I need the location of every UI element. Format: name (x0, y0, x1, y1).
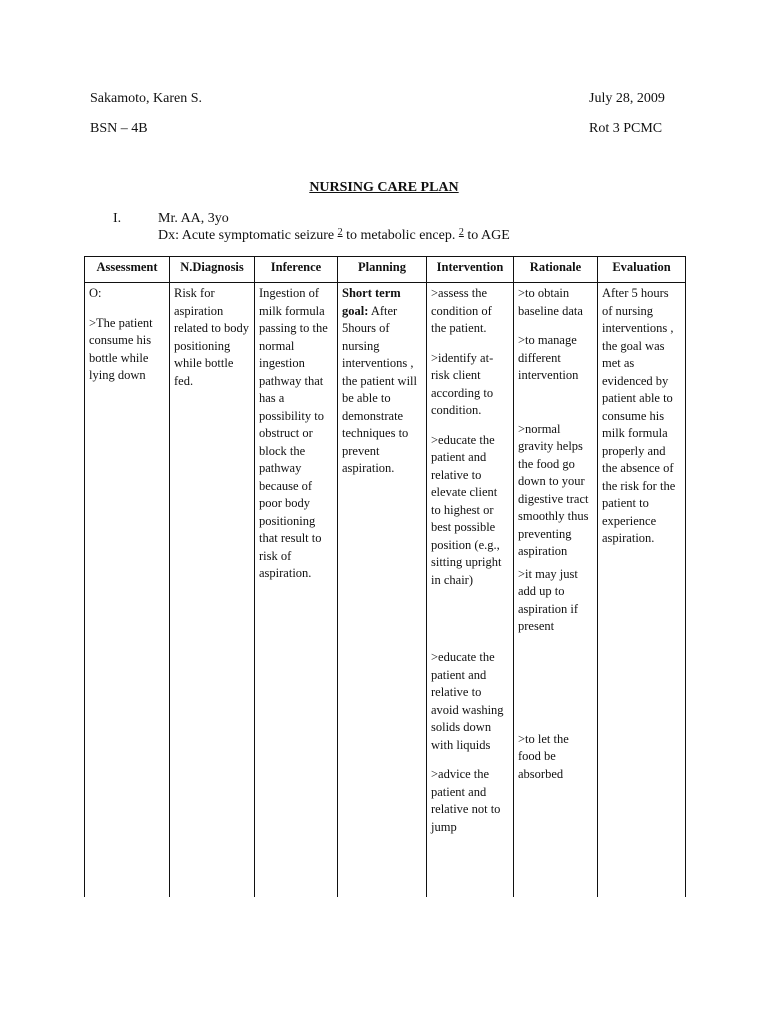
dx-mid: to metabolic encep. (346, 228, 456, 243)
intervention-item: >identify at-risk client according to condition. (431, 350, 494, 417)
dx-suffix: to AGE (467, 228, 510, 243)
page-title: NURSING CARE PLAN (309, 180, 459, 195)
cell-planning (338, 283, 427, 898)
planning-text (342, 285, 423, 478)
cell-diagnosis (170, 283, 255, 898)
header-assessment: Assessment (85, 257, 170, 283)
rationale-item: >to obtain baseline data (518, 286, 583, 318)
intervention-item: >assess the condition of the patient. (431, 286, 492, 335)
header-intervention: Intervention (427, 257, 514, 283)
dx-prefix: Dx: Acute symptomatic seizure (158, 228, 335, 243)
header-planning: Planning (338, 257, 427, 283)
header-evaluation: Evaluation (598, 257, 686, 283)
evaluation-text: After 5 hours of nursing interventions , the goal was met as evidenced by patient able to consume his milk formula properly and the absence of the risk for the patient to experience aspiration. (602, 286, 676, 545)
course-section: BSN – 4B (90, 121, 148, 136)
assessment-label: O: (89, 286, 102, 300)
assessment-text: >The patient consume his bottle while lying down (89, 315, 153, 382)
dx-secondary-mark-1: 2 (337, 227, 343, 238)
header-inference: Inference (255, 257, 338, 283)
intervention-item: >advice the patient and relative not to jump (431, 767, 501, 834)
table-row (85, 283, 686, 898)
inference-text: Ingestion of milk formula passing to the normal ingestion pathway that has a possibility to obstruct or block the pathway because of poor body positioning that result to risk of aspiration. (259, 286, 328, 580)
care-plan-table (84, 256, 686, 897)
dx-secondary-mark-2: 2 (458, 227, 464, 238)
planning-bold-label: Short term goal: (342, 286, 401, 318)
diagnosis-line (158, 228, 510, 245)
intervention-item: >educate the patient and relative to avoid washing solids down with liquids (431, 650, 504, 752)
diagnosis-text: Risk for aspiration related to body positioning while bottle fed. (174, 286, 249, 388)
rationale-item: >it may just add up to aspiration if present (518, 566, 579, 633)
document-date: July 28, 2009 (589, 91, 665, 106)
student-name: Sakamoto, Karen S. (90, 91, 202, 106)
table-header-row (85, 257, 686, 283)
rationale-item: >normal gravity helps the food go down to your digestive tract smoothly thus preventing aspiration (518, 421, 589, 558)
planning-body: After 5hours of nursing interventions , the patient will be able to demonstrate techniques to prevent aspiration. (342, 303, 417, 475)
cell-rationale (514, 283, 598, 898)
header-diagnosis: N.Diagnosis (170, 257, 255, 283)
section-numeral: I. (113, 211, 122, 226)
rationale-item: >to manage different intervention (518, 333, 579, 382)
rotation-label: Rot 3 PCMC (589, 121, 663, 136)
cell-assessment (85, 283, 170, 898)
header-rationale: Rationale (514, 257, 598, 283)
cell-intervention (427, 283, 514, 898)
intervention-item: >educate the patient and relative to elevate client to highest or best possible position (e.g., sitting upright in chair) (431, 432, 502, 587)
cell-evaluation (598, 283, 686, 898)
rationale-item: >to let the food be absorbed (518, 731, 569, 781)
patient-name: Mr. AA, 3yo (158, 211, 229, 226)
cell-inference (255, 283, 338, 898)
